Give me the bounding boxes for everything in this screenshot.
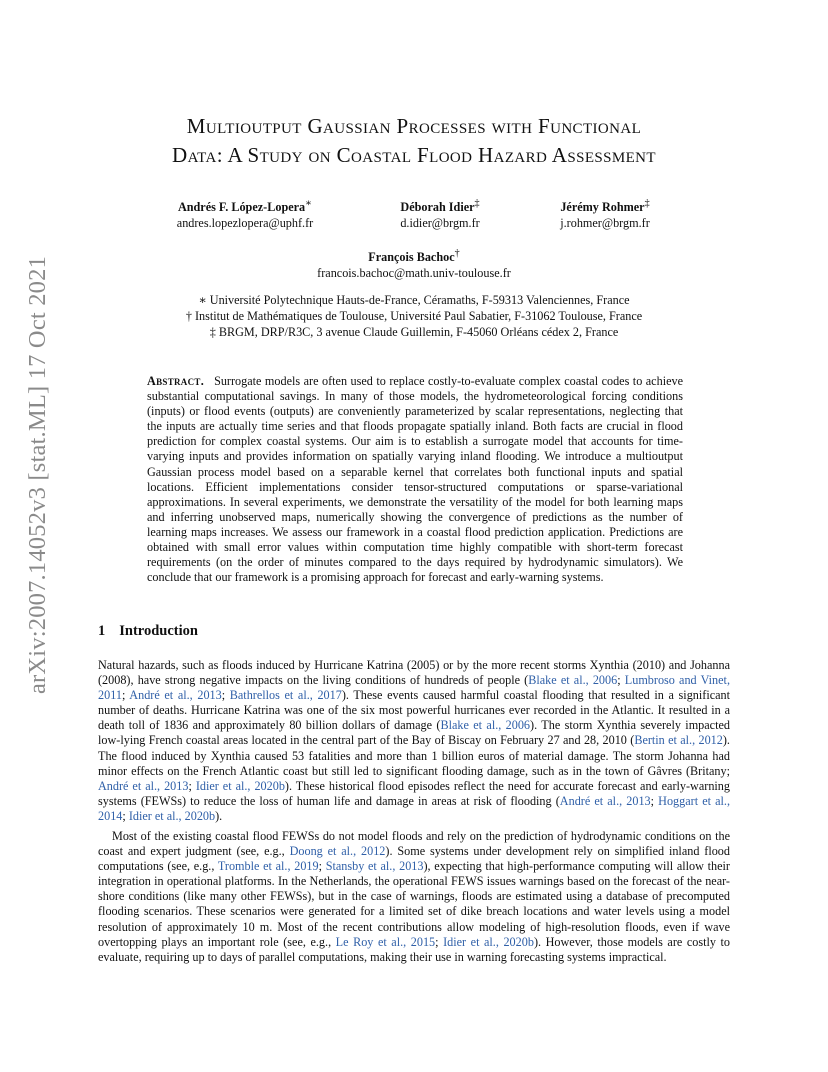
paragraph-text: ; [221, 688, 230, 703]
paragraph-text: ). However, those models are costly to evaluate, requiring up to days of parallel computations, making their use in warning forecasting systems impractical. [98, 934, 731, 964]
paragraph-text: Most of the existing coastal flood FEWSs do not model floods and rely on the prediction of hydrodynamic conditions on the coast and expert judgment (see, e.g., [98, 829, 730, 859]
affiliation-line: ∗ Université Polytechnique Hauts-de-France, Céramaths, F-59313 Valenciennes, France [198, 293, 630, 307]
intro-paragraph-2 [98, 829, 730, 965]
abstract-label: Abstract. [147, 374, 205, 388]
citation-link[interactable]: Idier et al., 2020b [443, 934, 534, 949]
affiliation-line: ‡ BRGM, DRP/R3C, 3 avenue Claude Guillemin, F-45060 Orléans cédex 2, France [209, 325, 619, 339]
citation-link[interactable]: Bathrellos et al., 2017 [229, 688, 342, 703]
citation-link[interactable]: Idier et al., 2020b [195, 778, 285, 793]
author-block [530, 196, 680, 231]
paragraph-text: ). The flood induced by Xynthia caused 53 fatalities and more than 1 billion euros of material damage. The storm Johanna had minor effects on the French Atlantic coast but still led to significant flooding damage, such as in the town of Gâvres (Britany; [98, 733, 730, 778]
paragraph-text: ; [617, 673, 625, 688]
citation-link[interactable]: Doong et al., 2012 [289, 844, 386, 859]
citation-link[interactable]: Le Roy et al., 2015 [335, 934, 436, 949]
section-number: 1 [98, 623, 106, 639]
paragraph-text: ). Some systems under development rely on simplified inland flood computations (see, e.g., [98, 844, 730, 874]
affiliation-line: † Institut de Mathématiques de Toulouse, Université Paul Sabatier, F-31062 Toulouse, France [185, 309, 643, 323]
paragraph-text: ; [650, 793, 659, 808]
author-mark: ∗ [305, 198, 313, 209]
author-name: Andrés F. López-Lopera [177, 200, 306, 215]
paragraph-text: ; [122, 808, 129, 823]
author-name: Déborah Idier [400, 200, 475, 215]
intro-paragraph-1 [98, 658, 730, 824]
author-mark: † [454, 248, 460, 259]
paragraph-text: ). These historical flood episodes reflect the need for accurate forecast and early-warning systems (FEWSs) to reduce the loss of human life and damage in areas at risk of flooding ( [98, 778, 730, 808]
section-title: Introduction [119, 623, 198, 639]
paragraph-text: ; [188, 778, 196, 793]
abstract-text: Surrogate models are often used to replace costly-to-evaluate complex coastal codes to achieve substantial computational savings. In many of those models, the hydrometeorological forcing conditions (inputs) or flood events (outputs) are conveniently parameterized by scalar representations, neglecting that the inputs are actually time series and that floods propagate spatially inland. Both facts are crucial in flood prediction for complex coastal systems. Our aim is to establish a surrogate model that accounts for time-varying inputs and provides information on spatially varying inland flooding. We introduce a multioutput Gaussian process model based on a separable kernel that correlates both functional inputs and spatial locations. Efficient implementations consider tensor-structured computations or sparse-variational approximations. In several experiments, we demonstrate the versatility of the model for both learning maps and inferring unobserved maps, numerically showing the convergence of predictions as the number of learning maps increases. We assess our framework in a coastal flood prediction application. Predictions are obtained with small error values within computation time highly compatible with short-term forecast requirements (on the order of minutes compared to the days required by hydrodynamic simulators). We conclude that our framework is a promising approach for forecast and early-warning systems. [147, 374, 683, 585]
author-email[interactable]: d.idier@brgm.fr [400, 216, 480, 231]
paragraph-text: ; [121, 688, 130, 703]
citation-link[interactable]: Blake et al., 2006 [528, 673, 618, 688]
author-email[interactable]: j.rohmer@brgm.fr [560, 216, 650, 231]
citation-link[interactable]: Lumbroso and Vinet, 2011 [98, 673, 730, 703]
paragraph-text: ). These events caused harmful coastal flooding that resulted in a significant number of deaths. Hurricane Katrina was one of the six most powerful hurricanes ever recorded in the Atlantic. It resulted in a death toll of 1836 and approximately 80 billion dollars of damage ( [98, 688, 731, 733]
paragraph-text: ). The storm Xynthia severely impacted low-lying French coastal areas located in the central part of the Bay of Biscay on February 27 and 28, 2010 ( [98, 718, 730, 748]
citation-link[interactable]: Idier et al., 2020b [128, 808, 216, 823]
author-name: François Bachoc [368, 250, 455, 265]
citation-link[interactable]: Stansby et al., 2013 [325, 859, 424, 874]
paragraph-text: ; [435, 934, 444, 949]
affiliations [0, 292, 828, 340]
citation-link[interactable]: André et al., 2013 [129, 688, 222, 703]
paragraph-text: Natural hazards, such as floods induced by Hurricane Katrina (2005) or by the more recent storms Xynthia (2010) and Johanna (2008), have strong negative impacts on the living conditions of hundreds of people ( [98, 658, 730, 688]
citation-link[interactable]: André et al., 2013 [98, 778, 189, 793]
paragraph-text: ), expecting that high-performance computing will allow their integration in operational platforms. In the Netherlands, the operational FEWS issues warnings based on the forecast of the near-shore conditions (like many other FEWSs), but in the case of warnings, floods are estimated using a database of precomputed flooding scenarios. These scenarios were generated for a limited set of dike breach locations and water levels using a model resolution of approximately 10 m. Most of the recent contributions allow modeling of high-resolution floods, even if wave overtopping plays an important role (see, e.g., [98, 859, 730, 949]
arxiv-identifier-stamp: arXiv:2007.14052v3 [stat.ML] 17 Oct 2021 [24, 255, 51, 695]
paragraph-text: ). [215, 808, 223, 823]
author-mark: ‡ [474, 198, 480, 209]
abstract [147, 374, 683, 585]
section-heading [98, 623, 198, 640]
author-block [150, 196, 340, 231]
citation-link[interactable]: Blake et al., 2006 [440, 718, 531, 733]
title-line-1: Multioutput Gaussian Processes with Functional [186, 114, 642, 138]
title-line-2: Data: A Study on Coastal Flood Hazard Assessment [172, 143, 656, 167]
paper-title [0, 112, 828, 170]
paragraph-text: ; [318, 859, 326, 874]
author-mark: ‡ [644, 198, 650, 209]
author-email[interactable]: francois.bachoc@math.univ-toulouse.fr [317, 266, 511, 281]
author-block [264, 246, 564, 281]
citation-link[interactable]: Bertin et al., 2012 [634, 733, 723, 748]
citation-link[interactable]: André et al., 2013 [559, 793, 651, 808]
author-block [350, 196, 530, 231]
citation-link[interactable]: Tromble et al., 2019 [217, 859, 319, 874]
author-name: Jérémy Rohmer [560, 200, 645, 215]
author-email[interactable]: andres.lopezlopera@uphf.fr [176, 216, 314, 231]
citation-link[interactable]: Hoggart et al., 2014 [98, 793, 730, 823]
